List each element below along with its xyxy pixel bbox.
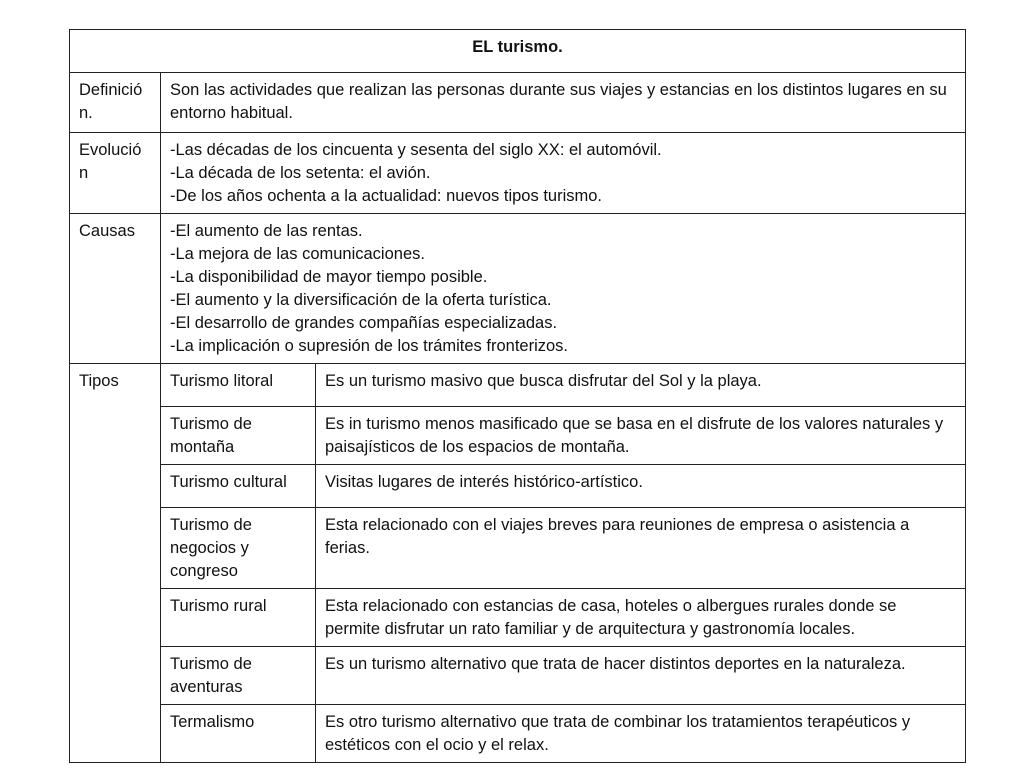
tipo-desc: Visitas lugares de interés histórico-artístico. bbox=[316, 465, 966, 508]
causas-line: -El aumento y la diversificación de la oferta turística. bbox=[170, 291, 552, 309]
evolucion-line: -Las décadas de los cincuenta y sesenta del siglo XX: el automóvil. bbox=[170, 141, 662, 159]
tipo-row bbox=[70, 407, 966, 465]
causas-line: -La mejora de las comunicaciones. bbox=[170, 245, 425, 263]
tipo-name: Termalismo bbox=[161, 705, 316, 763]
definicion-text: Son las actividades que realizan las personas durante sus viajes y estancias en los distintos lugares en su entorno habitual. bbox=[161, 73, 966, 133]
tipo-row bbox=[70, 647, 966, 705]
evolucion-label: Evolució n bbox=[70, 133, 161, 214]
evolucion-content bbox=[161, 133, 966, 214]
causas-line: -La disponibilidad de mayor tiempo posible. bbox=[170, 268, 488, 286]
tipo-desc: Esta relacionado con el viajes breves para reuniones de empresa o asistencia a ferias. bbox=[316, 508, 966, 589]
evolucion-line: -De los años ochenta a la actualidad: nuevos tipos turismo. bbox=[170, 187, 602, 205]
tipo-row bbox=[70, 364, 966, 407]
tipo-name: Turismo rural bbox=[161, 589, 316, 647]
tipo-name: Turismo de aventuras bbox=[161, 647, 316, 705]
definicion-label: Definició n. bbox=[70, 73, 161, 133]
evolucion-line: -La década de los setenta: el avión. bbox=[170, 164, 431, 182]
definicion-row bbox=[70, 73, 966, 133]
tipo-row bbox=[70, 465, 966, 508]
tipo-name: Turismo cultural bbox=[161, 465, 316, 508]
tipo-desc: Es in turismo menos masificado que se basa en el disfrute de los valores naturales y paisajísticos de los espacios de montaña. bbox=[316, 407, 966, 465]
tipo-row bbox=[70, 508, 966, 589]
tipo-desc: Esta relacionado con estancias de casa, hoteles o albergues rurales donde se permite disfrutar un rato familiar y de arquitectura y gastronomía locales. bbox=[316, 589, 966, 647]
causas-line: -La implicación o supresión de los trámites fronterizos. bbox=[170, 337, 569, 355]
tipo-name: Turismo litoral bbox=[161, 364, 316, 407]
evolucion-row bbox=[70, 133, 966, 214]
causas-content bbox=[161, 214, 966, 364]
tipo-row bbox=[70, 705, 966, 763]
tipo-row bbox=[70, 589, 966, 647]
tipos-label: Tipos bbox=[70, 364, 161, 763]
title-row bbox=[70, 30, 966, 73]
causas-label: Causas bbox=[70, 214, 161, 364]
tipo-name: Turismo de negocios y congreso bbox=[161, 508, 316, 589]
tourism-table bbox=[69, 29, 966, 763]
tipo-desc: Es un turismo alternativo que trata de hacer distintos deportes en la naturaleza. bbox=[316, 647, 966, 705]
tipo-name: Turismo de montaña bbox=[161, 407, 316, 465]
tipo-desc: Es otro turismo alternativo que trata de combinar los tratamientos terapéuticos y estéticos con el ocio y el relax. bbox=[316, 705, 966, 763]
table-title: EL turismo. bbox=[70, 30, 966, 73]
causas-row bbox=[70, 214, 966, 364]
tipo-desc: Es un turismo masivo que busca disfrutar del Sol y la playa. bbox=[316, 364, 966, 407]
causas-line: -El aumento de las rentas. bbox=[170, 222, 363, 240]
causas-line: -El desarrollo de grandes compañías especializadas. bbox=[170, 314, 558, 332]
